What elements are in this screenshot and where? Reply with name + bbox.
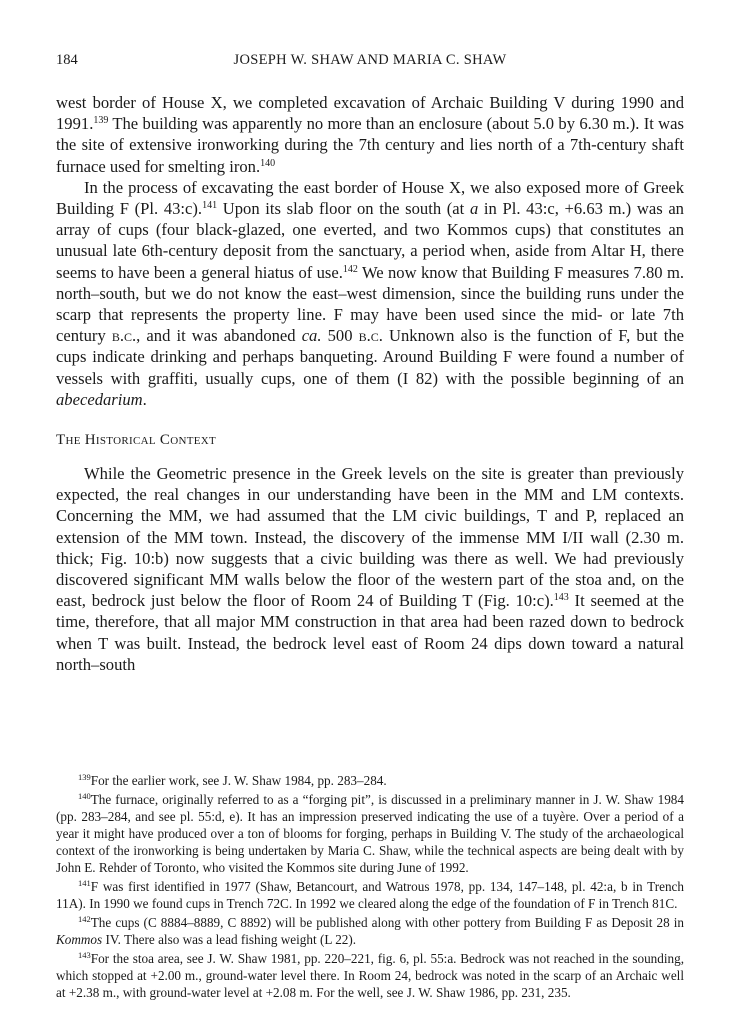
- text-run: IV. There also was a lead fishing weight (L 22).: [102, 932, 357, 947]
- italic-text: abecedarium: [56, 389, 143, 409]
- footnote-ref: 141: [78, 878, 91, 888]
- footnote-ref: 142: [342, 263, 358, 275]
- text-run: The building was apparently no more than an enclosure (about 5.0 by 6.30 m.). It was the site of extensive ironworking during the 7th century and lies north of a 7th-century shaft furnace used for smelting iron.: [56, 114, 684, 176]
- footnote: [56, 791, 684, 876]
- footnote-ref: 143: [553, 592, 569, 604]
- italic-text: ca.: [301, 326, 322, 346]
- text-run: 500: [321, 326, 359, 346]
- text-run: , and it was abandoned: [136, 326, 302, 346]
- footnote-ref: 140: [78, 791, 91, 801]
- page-header: [56, 52, 684, 74]
- body-text-upper: [56, 92, 684, 410]
- text-run: F was first identified in 1977 (Shaw, Betancourt, and Watrous 1978, pp. 134, 147–148, pl. 42:a, b in Trench 11A). In 1990 we found cups in Trench 72C. In 1992 we cleared along the edge of the foundation of F in Trench 81C.: [56, 879, 684, 911]
- text-run: Upon its slab floor on the south (at: [217, 199, 470, 219]
- paragraph: [56, 92, 684, 177]
- footnote: [56, 914, 684, 948]
- paragraph: [56, 463, 684, 675]
- footnote-ref: 139: [93, 115, 109, 127]
- text-run: We now know that Building F measures 7.80 m. north–south, but we do not know the east–west dimension, since the building runs under the scarp that represents the property line. F may have been used since the mid- or late 7th century: [56, 262, 684, 346]
- body-text-lower: [56, 463, 684, 675]
- text-run: Unknown also is the function of F, but the cups indicate drinking and perhaps banqueting. Around Building F were found a number of vessels with graffiti, usually cups, one of them (I 82) with the possible beginning of an: [56, 326, 684, 388]
- footnote-ref: 140: [260, 157, 276, 169]
- italic-text: a: [469, 199, 479, 219]
- page-number: 184: [56, 52, 78, 68]
- footnote: [56, 772, 684, 789]
- footnote-ref: 139: [78, 772, 91, 782]
- footnote: [56, 950, 684, 1001]
- small-caps-text: b.c.: [111, 326, 137, 346]
- footnote-ref: 143: [78, 950, 91, 960]
- paragraph: [56, 177, 684, 410]
- italic-text: Kommos: [56, 932, 103, 947]
- text-run: in Pl. 43:c, +6.63 m.) was an array of cups (four black-glazed, one everted, and two Kommos cups) that constitutes an unusual late 6th-century deposit from the sanctuary, a period when, aside from Altar H, there seems to have been a general hiatus of use.: [56, 199, 684, 282]
- text-run: west border of House X, we completed excavation of Archaic Building V during 1990 and 1991.: [56, 93, 684, 134]
- footnotes: [56, 772, 684, 1003]
- text-run: While the Geometric presence in the Greek levels on the site is greater than previously expected, the real changes in our understanding have been in the MM and LM contexts. Concerning the MM, we had assumed that the LM civic buildings, T and P, replaced an extension of the MM town. Instead, the discovery of the immense MM I/II wall (2.30 m. thick; Fig. 10:b) now suggests that a civic building was there as well. We had previously discovered significant MM walls below the floor of the western part of the stoa and, on the east, bedrock just below the floor of Room 24 of Building T (Fig. 10:c).: [56, 464, 684, 611]
- text-run: For the stoa area, see J. W. Shaw 1981, pp. 220–221, fig. 6, pl. 55:a. Bedrock was not reached in the sounding, which stopped at +2.00 m., ground-water level there. In Room 24, bedrock was noted in the scarp of an Archaic well at +2.38 m., with ground-water level at +2.08 m. For the well, see J. W. Shaw 1986, pp. 231, 235.: [56, 951, 684, 1000]
- footnote-ref: 142: [78, 914, 91, 924]
- text-run: The cups (C 8884–8889, C 8892) will be published along with other pottery from Building F as Deposit 28 in: [90, 915, 684, 930]
- text-run: For the earlier work, see J. W. Shaw 1984, pp. 283–284.: [90, 773, 387, 788]
- text-run: In the process of excavating the east border of House X, we also exposed more of Greek Building F (Pl. 43:c).: [56, 177, 684, 219]
- footnote-ref: 141: [202, 200, 218, 212]
- text-run: .: [142, 389, 147, 409]
- section-heading: The Historical Context: [56, 432, 216, 448]
- running-title: JOSEPH W. SHAW AND MARIA C. SHAW: [233, 52, 507, 68]
- text-run: It seemed at the time, therefore, that all major MM construction in that area had been razed down to bedrock when T was built. Instead, the bedrock level east of Room 24 dips down toward a natural north–south: [56, 591, 684, 674]
- small-caps-text: b.c.: [358, 326, 383, 346]
- footnote: [56, 878, 684, 912]
- text-run: The furnace, originally referred to as a “forging pit”, is discussed in a preliminary manner in J. W. Shaw 1984 (pp. 283–284, and see pl. 55:d, e). It has an impression preserved indicating the use of a tuyère. Over a period of a year it might have produced over a ton of blooms for forging, perhaps in Building V. The study of the archaeological context of the ironworking is being undertaken by Maria C. Shaw, while the technical aspects are being dealt with by John E. Rehder of Toronto, who visited the Kommos site during June of 1992.: [56, 792, 684, 875]
